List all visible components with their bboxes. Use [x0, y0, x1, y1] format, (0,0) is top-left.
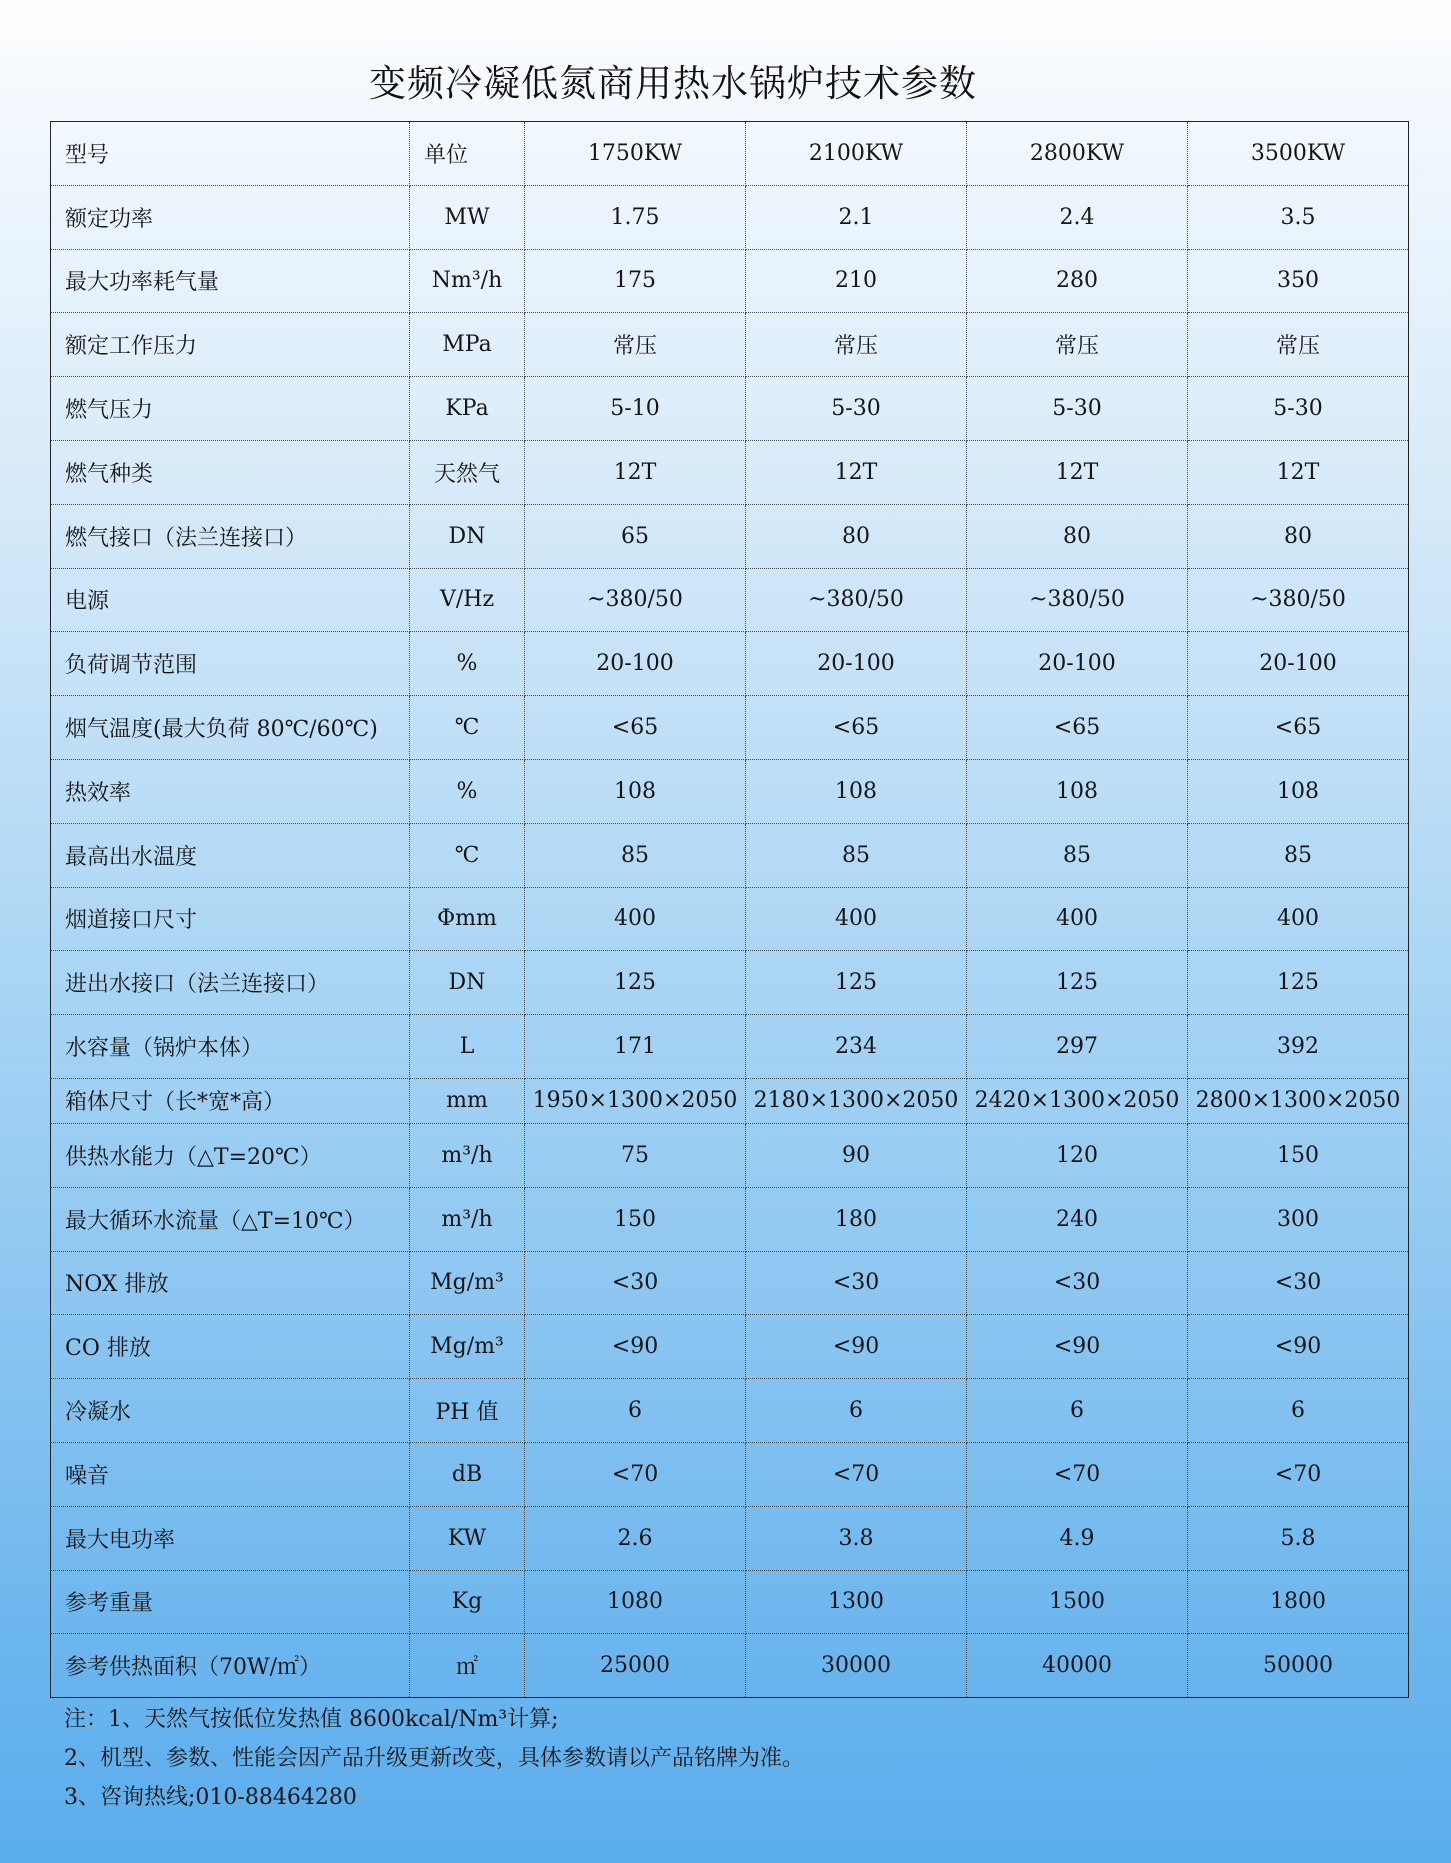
value-cell: <90: [1188, 1315, 1409, 1379]
value-cell: 280: [967, 249, 1188, 313]
table-row: [51, 1570, 1409, 1634]
table-row: [51, 1506, 1409, 1570]
table-row: [51, 759, 1409, 823]
footnotes: [64, 1700, 804, 1817]
value-cell: 400: [746, 887, 967, 951]
page-title: 变频冷凝低氮商用热水锅炉技术参数: [369, 62, 977, 105]
value-cell: <70: [1188, 1442, 1409, 1506]
value-cell: 65: [525, 504, 746, 568]
value-cell: 234: [746, 1015, 967, 1079]
value-cell: 1800: [1188, 1570, 1409, 1634]
value-cell: 108: [1188, 759, 1409, 823]
table-row: [51, 1015, 1409, 1079]
value-cell: 85: [746, 823, 967, 887]
table-row: [51, 185, 1409, 249]
value-cell: 5-10: [525, 377, 746, 441]
table-row: [51, 1442, 1409, 1506]
param-name-cell: 最大功率耗气量: [51, 249, 410, 313]
table-row: [51, 249, 1409, 313]
unit-cell: %: [410, 759, 525, 823]
footnote-2: 2、机型、参数、性能会因产品升级更新改变，具体参数请以产品铭牌为准。: [64, 1746, 804, 1771]
value-cell: 5-30: [746, 377, 967, 441]
table-row: [51, 568, 1409, 632]
value-cell: 150: [525, 1187, 746, 1251]
param-name-cell: 负荷调节范围: [51, 632, 410, 696]
value-cell: <70: [746, 1442, 967, 1506]
value-cell: 6: [525, 1379, 746, 1443]
value-cell: 400: [967, 887, 1188, 951]
footnote-1: 注：1、天然气按低位发热值 8600kcal/Nm³计算;: [64, 1707, 559, 1732]
value-cell: 85: [1188, 823, 1409, 887]
table-row: [51, 823, 1409, 887]
value-cell: 20-100: [746, 632, 967, 696]
value-cell: ~380/50: [1188, 568, 1409, 632]
table-row: [51, 504, 1409, 568]
header-unit-label: 单位: [410, 122, 525, 186]
param-name-cell: 燃气种类: [51, 440, 410, 504]
value-cell: <30: [1188, 1251, 1409, 1315]
unit-cell: PH 值: [410, 1379, 525, 1443]
param-name-cell: 箱体尺寸（长*宽*高）: [51, 1078, 410, 1123]
value-cell: 4.9: [967, 1506, 1188, 1570]
value-cell: 125: [967, 951, 1188, 1015]
value-cell: 50000: [1188, 1634, 1409, 1698]
table-row: [51, 632, 1409, 696]
table-row: [51, 887, 1409, 951]
value-cell: 400: [1188, 887, 1409, 951]
value-cell: <65: [746, 696, 967, 760]
value-cell: 2420×1300×2050: [967, 1078, 1188, 1123]
unit-cell: m³/h: [410, 1187, 525, 1251]
value-cell: ~380/50: [525, 568, 746, 632]
value-cell: <90: [525, 1315, 746, 1379]
value-cell: 350: [1188, 249, 1409, 313]
table-row: [51, 1379, 1409, 1443]
unit-cell: MW: [410, 185, 525, 249]
table-row: [51, 1634, 1409, 1698]
unit-cell: MPa: [410, 313, 525, 377]
value-cell: 6: [967, 1379, 1188, 1443]
unit-cell: ℃: [410, 823, 525, 887]
param-name-cell: 参考重量: [51, 1570, 410, 1634]
param-name-cell: 最大电功率: [51, 1506, 410, 1570]
value-cell: 80: [746, 504, 967, 568]
value-cell: 25000: [525, 1634, 746, 1698]
param-name-cell: 冷凝水: [51, 1379, 410, 1443]
value-cell: 5-30: [967, 377, 1188, 441]
value-cell: 常压: [1188, 313, 1409, 377]
unit-cell: m³/h: [410, 1123, 525, 1187]
value-cell: 6: [746, 1379, 967, 1443]
value-cell: 2.6: [525, 1506, 746, 1570]
value-cell: 2.1: [746, 185, 967, 249]
value-cell: 5.8: [1188, 1506, 1409, 1570]
table-header-row: [51, 122, 1409, 186]
unit-cell: 天然气: [410, 440, 525, 504]
value-cell: 20-100: [967, 632, 1188, 696]
param-name-cell: 额定功率: [51, 185, 410, 249]
table-row: [51, 696, 1409, 760]
value-cell: 400: [525, 887, 746, 951]
unit-cell: %: [410, 632, 525, 696]
value-cell: 12T: [525, 440, 746, 504]
table-row: [51, 951, 1409, 1015]
param-name-cell: 噪音: [51, 1442, 410, 1506]
table-row: [51, 440, 1409, 504]
value-cell: 108: [525, 759, 746, 823]
param-name-cell: 最大循环水流量（△T=10℃）: [51, 1187, 410, 1251]
value-cell: ~380/50: [746, 568, 967, 632]
value-cell: 1500: [967, 1570, 1188, 1634]
value-cell: 120: [967, 1123, 1188, 1187]
value-cell: 90: [746, 1123, 967, 1187]
spec-table: [50, 121, 1409, 1698]
unit-cell: mm: [410, 1078, 525, 1123]
param-name-cell: 额定工作压力: [51, 313, 410, 377]
value-cell: 125: [746, 951, 967, 1015]
value-cell: 240: [967, 1187, 1188, 1251]
param-name-cell: 烟道接口尺寸: [51, 887, 410, 951]
value-cell: 1300: [746, 1570, 967, 1634]
param-name-cell: 热效率: [51, 759, 410, 823]
param-name-cell: 最高出水温度: [51, 823, 410, 887]
value-cell: 2.4: [967, 185, 1188, 249]
unit-cell: Nm³/h: [410, 249, 525, 313]
unit-cell: DN: [410, 951, 525, 1015]
value-cell: 297: [967, 1015, 1188, 1079]
value-cell: 2180×1300×2050: [746, 1078, 967, 1123]
param-name-cell: NOX 排放: [51, 1251, 410, 1315]
value-cell: 1.75: [525, 185, 746, 249]
value-cell: 2800×1300×2050: [1188, 1078, 1409, 1123]
value-cell: <65: [967, 696, 1188, 760]
value-cell: <70: [967, 1442, 1188, 1506]
header-model-label: 型号: [51, 122, 410, 186]
value-cell: 175: [525, 249, 746, 313]
value-cell: 3.8: [746, 1506, 967, 1570]
value-cell: 75: [525, 1123, 746, 1187]
unit-cell: KPa: [410, 377, 525, 441]
unit-cell: Mg/m³: [410, 1315, 525, 1379]
value-cell: <65: [525, 696, 746, 760]
value-cell: 210: [746, 249, 967, 313]
value-cell: 20-100: [1188, 632, 1409, 696]
value-cell: <90: [967, 1315, 1188, 1379]
value-cell: 1950×1300×2050: [525, 1078, 746, 1123]
value-cell: <30: [525, 1251, 746, 1315]
value-cell: 108: [967, 759, 1188, 823]
value-cell: 125: [1188, 951, 1409, 1015]
table-row: [51, 313, 1409, 377]
unit-cell: Φmm: [410, 887, 525, 951]
value-cell: 392: [1188, 1015, 1409, 1079]
unit-cell: KW: [410, 1506, 525, 1570]
value-cell: 3.5: [1188, 185, 1409, 249]
param-name-cell: 燃气压力: [51, 377, 410, 441]
table-row: [51, 1123, 1409, 1187]
value-cell: <65: [1188, 696, 1409, 760]
param-name-cell: 电源: [51, 568, 410, 632]
value-cell: 20-100: [525, 632, 746, 696]
unit-cell: DN: [410, 504, 525, 568]
value-cell: 12T: [746, 440, 967, 504]
value-cell: 125: [525, 951, 746, 1015]
value-cell: 1080: [525, 1570, 746, 1634]
param-name-cell: 进出水接口（法兰连接口）: [51, 951, 410, 1015]
value-cell: 常压: [967, 313, 1188, 377]
unit-cell: L: [410, 1015, 525, 1079]
unit-cell: Mg/m³: [410, 1251, 525, 1315]
value-cell: 300: [1188, 1187, 1409, 1251]
header-model-cell: 1750KW: [525, 122, 746, 186]
param-name-cell: 烟气温度(最大负荷 80℃/60℃): [51, 696, 410, 760]
table-row: [51, 1315, 1409, 1379]
value-cell: <70: [525, 1442, 746, 1506]
header-model-cell: 2100KW: [746, 122, 967, 186]
unit-cell: ㎡: [410, 1634, 525, 1698]
spec-table-body: [51, 122, 1409, 1698]
table-row: [51, 1251, 1409, 1315]
unit-cell: V/Hz: [410, 568, 525, 632]
header-model-cell: 3500KW: [1188, 122, 1409, 186]
value-cell: <30: [967, 1251, 1188, 1315]
value-cell: 150: [1188, 1123, 1409, 1187]
value-cell: ~380/50: [967, 568, 1188, 632]
table-row: [51, 1078, 1409, 1123]
header-model-cell: 2800KW: [967, 122, 1188, 186]
param-name-cell: 供热水能力（△T=20℃）: [51, 1123, 410, 1187]
value-cell: 171: [525, 1015, 746, 1079]
param-name-cell: 参考供热面积（70W/㎡）: [51, 1634, 410, 1698]
param-name-cell: 水容量（锅炉本体）: [51, 1015, 410, 1079]
param-name-cell: 燃气接口（法兰连接口）: [51, 504, 410, 568]
value-cell: 108: [746, 759, 967, 823]
value-cell: 85: [525, 823, 746, 887]
unit-cell: ℃: [410, 696, 525, 760]
value-cell: 12T: [967, 440, 1188, 504]
value-cell: <30: [746, 1251, 967, 1315]
value-cell: 常压: [746, 313, 967, 377]
value-cell: <90: [746, 1315, 967, 1379]
table-row: [51, 377, 1409, 441]
value-cell: 40000: [967, 1634, 1188, 1698]
value-cell: 30000: [746, 1634, 967, 1698]
value-cell: 85: [967, 823, 1188, 887]
value-cell: 5-30: [1188, 377, 1409, 441]
value-cell: 12T: [1188, 440, 1409, 504]
value-cell: 6: [1188, 1379, 1409, 1443]
param-name-cell: CO 排放: [51, 1315, 410, 1379]
unit-cell: Kg: [410, 1570, 525, 1634]
value-cell: 180: [746, 1187, 967, 1251]
footnote-3: 3、咨询热线;010-88464280: [64, 1785, 357, 1810]
table-row: [51, 1187, 1409, 1251]
value-cell: 80: [1188, 504, 1409, 568]
value-cell: 常压: [525, 313, 746, 377]
value-cell: 80: [967, 504, 1188, 568]
unit-cell: dB: [410, 1442, 525, 1506]
